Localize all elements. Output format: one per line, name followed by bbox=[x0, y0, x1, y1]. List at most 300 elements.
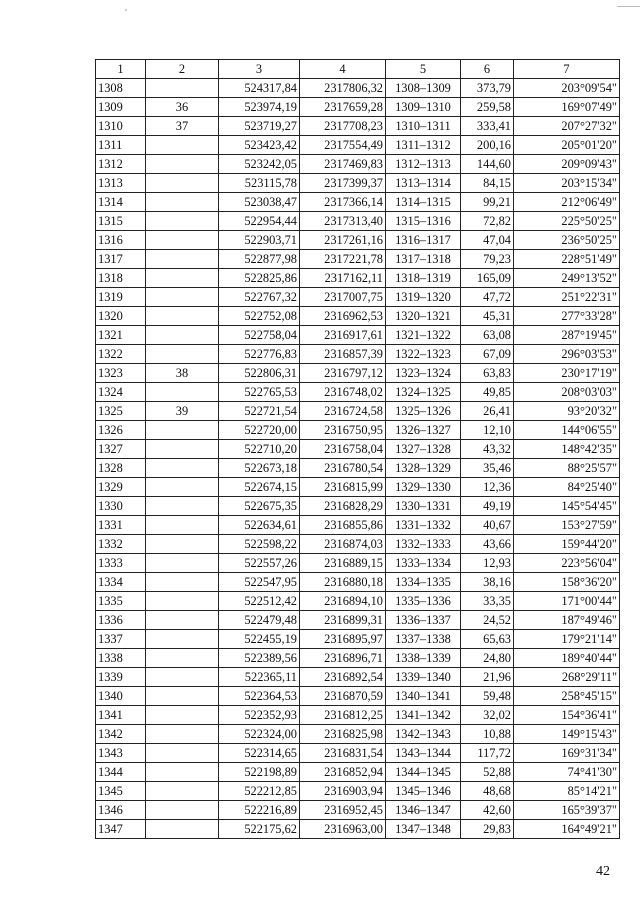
y-coordinate-cell: 2317007,75 bbox=[300, 288, 386, 307]
point-number-cell: 1327 bbox=[96, 440, 146, 459]
table-row bbox=[96, 212, 620, 231]
y-coordinate-cell: 2316828,29 bbox=[300, 497, 386, 516]
x-coordinate-cell: 522455,19 bbox=[219, 630, 300, 649]
x-coordinate-cell: 522720,00 bbox=[219, 421, 300, 440]
point-number-cell: 1324 bbox=[96, 383, 146, 402]
segment-label-cell: 1324–1325 bbox=[386, 383, 461, 402]
y-coordinate-cell: 2317806,32 bbox=[300, 79, 386, 98]
table-row bbox=[96, 459, 620, 478]
y-coordinate-cell: 2316903,94 bbox=[300, 782, 386, 801]
y-coordinate-cell: 2316797,12 bbox=[300, 364, 386, 383]
segment-length-cell: 52,88 bbox=[461, 763, 514, 782]
table-row bbox=[96, 554, 620, 573]
direction-angle-cell: 171°00'44" bbox=[514, 592, 620, 611]
table-row bbox=[96, 364, 620, 383]
segment-label-cell: 1336–1337 bbox=[386, 611, 461, 630]
boundary-number-cell bbox=[146, 763, 219, 782]
point-number-cell: 1342 bbox=[96, 725, 146, 744]
segment-length-cell: 12,10 bbox=[461, 421, 514, 440]
y-coordinate-cell: 2316855,86 bbox=[300, 516, 386, 535]
direction-angle-cell: 209°09'43" bbox=[514, 155, 620, 174]
segment-length-cell: 21,96 bbox=[461, 668, 514, 687]
x-coordinate-cell: 522212,85 bbox=[219, 782, 300, 801]
point-number-cell: 1346 bbox=[96, 801, 146, 820]
direction-angle-cell: 85°14'21" bbox=[514, 782, 620, 801]
point-number-cell: 1316 bbox=[96, 231, 146, 250]
boundary-number-cell bbox=[146, 592, 219, 611]
y-coordinate-cell: 2317221,78 bbox=[300, 250, 386, 269]
boundary-number-cell bbox=[146, 269, 219, 288]
table-row bbox=[96, 288, 620, 307]
table-row bbox=[96, 763, 620, 782]
y-coordinate-cell: 2317708,23 bbox=[300, 117, 386, 136]
y-coordinate-cell: 2316724,58 bbox=[300, 402, 386, 421]
y-coordinate-cell: 2317162,11 bbox=[300, 269, 386, 288]
table-row bbox=[96, 611, 620, 630]
x-coordinate-cell: 522389,56 bbox=[219, 649, 300, 668]
direction-angle-cell: 165°39'37" bbox=[514, 801, 620, 820]
table-row bbox=[96, 725, 620, 744]
segment-label-cell: 1317–1318 bbox=[386, 250, 461, 269]
table-row bbox=[96, 345, 620, 364]
table-row bbox=[96, 440, 620, 459]
direction-angle-cell: 208°03'03" bbox=[514, 383, 620, 402]
scan-speck bbox=[125, 9, 127, 11]
segment-length-cell: 40,67 bbox=[461, 516, 514, 535]
segment-length-cell: 10,88 bbox=[461, 725, 514, 744]
point-number-cell: 1336 bbox=[96, 611, 146, 630]
boundary-number-cell bbox=[146, 288, 219, 307]
segment-length-cell: 29,83 bbox=[461, 820, 514, 839]
table-row bbox=[96, 402, 620, 421]
segment-length-cell: 48,68 bbox=[461, 782, 514, 801]
point-number-cell: 1331 bbox=[96, 516, 146, 535]
segment-label-cell: 1337–1338 bbox=[386, 630, 461, 649]
segment-label-cell: 1319–1320 bbox=[386, 288, 461, 307]
direction-angle-cell: 93°20'32" bbox=[514, 402, 620, 421]
boundary-number-cell bbox=[146, 478, 219, 497]
table-row bbox=[96, 269, 620, 288]
boundary-number-cell: 37 bbox=[146, 117, 219, 136]
y-coordinate-cell: 2316870,59 bbox=[300, 687, 386, 706]
x-coordinate-cell: 522903,71 bbox=[219, 231, 300, 250]
direction-angle-cell: 158°36'20" bbox=[514, 573, 620, 592]
segment-length-cell: 24,52 bbox=[461, 611, 514, 630]
segment-label-cell: 1332–1333 bbox=[386, 535, 461, 554]
direction-angle-cell: 268°29'11" bbox=[514, 668, 620, 687]
point-number-cell: 1325 bbox=[96, 402, 146, 421]
segment-length-cell: 49,19 bbox=[461, 497, 514, 516]
point-number-cell: 1313 bbox=[96, 174, 146, 193]
y-coordinate-cell: 2317261,16 bbox=[300, 231, 386, 250]
segment-label-cell: 1327–1328 bbox=[386, 440, 461, 459]
segment-label-cell: 1312–1313 bbox=[386, 155, 461, 174]
segment-label-cell: 1311–1312 bbox=[386, 136, 461, 155]
table-row bbox=[96, 706, 620, 725]
y-coordinate-cell: 2316825,98 bbox=[300, 725, 386, 744]
segment-label-cell: 1338–1339 bbox=[386, 649, 461, 668]
point-number-cell: 1337 bbox=[96, 630, 146, 649]
x-coordinate-cell: 522352,93 bbox=[219, 706, 300, 725]
boundary-number-cell bbox=[146, 250, 219, 269]
segment-label-cell: 1342–1343 bbox=[386, 725, 461, 744]
column-header: 3 bbox=[219, 60, 300, 79]
table-row bbox=[96, 250, 620, 269]
segment-label-cell: 1329–1330 bbox=[386, 478, 461, 497]
boundary-number-cell bbox=[146, 535, 219, 554]
boundary-number-cell bbox=[146, 231, 219, 250]
segment-length-cell: 33,35 bbox=[461, 592, 514, 611]
direction-angle-cell: 277°33'28" bbox=[514, 307, 620, 326]
table-header-row bbox=[96, 60, 620, 79]
direction-angle-cell: 169°31'34" bbox=[514, 744, 620, 763]
direction-angle-cell: 205°01'20" bbox=[514, 136, 620, 155]
table-row bbox=[96, 649, 620, 668]
direction-angle-cell: 230°17'19" bbox=[514, 364, 620, 383]
boundary-number-cell bbox=[146, 440, 219, 459]
segment-label-cell: 1316–1317 bbox=[386, 231, 461, 250]
point-number-cell: 1340 bbox=[96, 687, 146, 706]
boundary-number-cell bbox=[146, 174, 219, 193]
y-coordinate-cell: 2316750,95 bbox=[300, 421, 386, 440]
segment-length-cell: 117,72 bbox=[461, 744, 514, 763]
segment-label-cell: 1321–1322 bbox=[386, 326, 461, 345]
y-coordinate-cell: 2317469,83 bbox=[300, 155, 386, 174]
boundary-number-cell bbox=[146, 573, 219, 592]
point-number-cell: 1330 bbox=[96, 497, 146, 516]
x-coordinate-cell: 522216,89 bbox=[219, 801, 300, 820]
y-coordinate-cell: 2316892,54 bbox=[300, 668, 386, 687]
point-number-cell: 1308 bbox=[96, 79, 146, 98]
boundary-number-cell bbox=[146, 307, 219, 326]
segment-length-cell: 63,08 bbox=[461, 326, 514, 345]
table-row bbox=[96, 174, 620, 193]
point-number-cell: 1341 bbox=[96, 706, 146, 725]
x-coordinate-cell: 522806,31 bbox=[219, 364, 300, 383]
table-row bbox=[96, 383, 620, 402]
y-coordinate-cell: 2317366,14 bbox=[300, 193, 386, 212]
segment-length-cell: 12,93 bbox=[461, 554, 514, 573]
segment-length-cell: 67,09 bbox=[461, 345, 514, 364]
point-number-cell: 1328 bbox=[96, 459, 146, 478]
point-number-cell: 1334 bbox=[96, 573, 146, 592]
direction-angle-cell: 149°15'43" bbox=[514, 725, 620, 744]
direction-angle-cell: 258°45'15" bbox=[514, 687, 620, 706]
y-coordinate-cell: 2316748,02 bbox=[300, 383, 386, 402]
direction-angle-cell: 296°03'53" bbox=[514, 345, 620, 364]
segment-label-cell: 1315–1316 bbox=[386, 212, 461, 231]
segment-length-cell: 165,09 bbox=[461, 269, 514, 288]
boundary-number-cell bbox=[146, 345, 219, 364]
point-number-cell: 1309 bbox=[96, 98, 146, 117]
y-coordinate-cell: 2317659,28 bbox=[300, 98, 386, 117]
segment-length-cell: 42,60 bbox=[461, 801, 514, 820]
x-coordinate-cell: 522598,22 bbox=[219, 535, 300, 554]
segment-label-cell: 1320–1321 bbox=[386, 307, 461, 326]
boundary-number-cell bbox=[146, 459, 219, 478]
point-number-cell: 1326 bbox=[96, 421, 146, 440]
direction-angle-cell: 203°09'54" bbox=[514, 79, 620, 98]
x-coordinate-cell: 522767,32 bbox=[219, 288, 300, 307]
direction-angle-cell: 159°44'20" bbox=[514, 535, 620, 554]
coordinates-table bbox=[95, 59, 620, 839]
segment-length-cell: 259,58 bbox=[461, 98, 514, 117]
table-row bbox=[96, 117, 620, 136]
point-number-cell: 1315 bbox=[96, 212, 146, 231]
direction-angle-cell: 169°07'49" bbox=[514, 98, 620, 117]
table-row bbox=[96, 326, 620, 345]
x-coordinate-cell: 522324,00 bbox=[219, 725, 300, 744]
x-coordinate-cell: 522547,95 bbox=[219, 573, 300, 592]
point-number-cell: 1329 bbox=[96, 478, 146, 497]
point-number-cell: 1332 bbox=[96, 535, 146, 554]
direction-angle-cell: 287°19'45" bbox=[514, 326, 620, 345]
table-row bbox=[96, 820, 620, 839]
segment-label-cell: 1335–1336 bbox=[386, 592, 461, 611]
table-row bbox=[96, 79, 620, 98]
boundary-number-cell: 38 bbox=[146, 364, 219, 383]
y-coordinate-cell: 2317313,40 bbox=[300, 212, 386, 231]
point-number-cell: 1312 bbox=[96, 155, 146, 174]
table-row bbox=[96, 421, 620, 440]
segment-label-cell: 1345–1346 bbox=[386, 782, 461, 801]
boundary-number-cell bbox=[146, 649, 219, 668]
column-header: 1 bbox=[96, 60, 146, 79]
segment-length-cell: 45,31 bbox=[461, 307, 514, 326]
point-number-cell: 1343 bbox=[96, 744, 146, 763]
x-coordinate-cell: 523974,19 bbox=[219, 98, 300, 117]
x-coordinate-cell: 522198,89 bbox=[219, 763, 300, 782]
x-coordinate-cell: 522710,20 bbox=[219, 440, 300, 459]
segment-length-cell: 72,82 bbox=[461, 212, 514, 231]
segment-label-cell: 1326–1327 bbox=[386, 421, 461, 440]
segment-label-cell: 1346–1347 bbox=[386, 801, 461, 820]
direction-angle-cell: 144°06'55" bbox=[514, 421, 620, 440]
boundary-number-cell bbox=[146, 820, 219, 839]
table-row bbox=[96, 801, 620, 820]
segment-length-cell: 43,32 bbox=[461, 440, 514, 459]
segment-label-cell: 1328–1329 bbox=[386, 459, 461, 478]
segment-label-cell: 1313–1314 bbox=[386, 174, 461, 193]
x-coordinate-cell: 522675,35 bbox=[219, 497, 300, 516]
y-coordinate-cell: 2316812,25 bbox=[300, 706, 386, 725]
segment-label-cell: 1344–1345 bbox=[386, 763, 461, 782]
column-header: 6 bbox=[461, 60, 514, 79]
column-header: 7 bbox=[514, 60, 620, 79]
y-coordinate-cell: 2316962,53 bbox=[300, 307, 386, 326]
segment-length-cell: 144,60 bbox=[461, 155, 514, 174]
point-number-cell: 1323 bbox=[96, 364, 146, 383]
y-coordinate-cell: 2317399,37 bbox=[300, 174, 386, 193]
x-coordinate-cell: 522634,61 bbox=[219, 516, 300, 535]
segment-length-cell: 35,46 bbox=[461, 459, 514, 478]
direction-angle-cell: 236°50'25" bbox=[514, 231, 620, 250]
boundary-number-cell bbox=[146, 744, 219, 763]
column-header: 5 bbox=[386, 60, 461, 79]
point-number-cell: 1311 bbox=[96, 136, 146, 155]
point-number-cell: 1345 bbox=[96, 782, 146, 801]
direction-angle-cell: 189°40'44" bbox=[514, 649, 620, 668]
segment-length-cell: 49,85 bbox=[461, 383, 514, 402]
y-coordinate-cell: 2317554,49 bbox=[300, 136, 386, 155]
table-row bbox=[96, 497, 620, 516]
x-coordinate-cell: 523423,42 bbox=[219, 136, 300, 155]
segment-length-cell: 24,80 bbox=[461, 649, 514, 668]
y-coordinate-cell: 2316874,03 bbox=[300, 535, 386, 554]
segment-length-cell: 38,16 bbox=[461, 573, 514, 592]
x-coordinate-cell: 522954,44 bbox=[219, 212, 300, 231]
y-coordinate-cell: 2316780,54 bbox=[300, 459, 386, 478]
boundary-number-cell bbox=[146, 554, 219, 573]
boundary-number-cell bbox=[146, 155, 219, 174]
direction-angle-cell: 74°41'30" bbox=[514, 763, 620, 782]
table-row bbox=[96, 155, 620, 174]
table-row bbox=[96, 478, 620, 497]
y-coordinate-cell: 2316857,39 bbox=[300, 345, 386, 364]
segment-length-cell: 63,83 bbox=[461, 364, 514, 383]
table-row bbox=[96, 573, 620, 592]
direction-angle-cell: 88°25'57" bbox=[514, 459, 620, 478]
boundary-number-cell: 36 bbox=[146, 98, 219, 117]
column-header: 2 bbox=[146, 60, 219, 79]
segment-length-cell: 43,66 bbox=[461, 535, 514, 554]
x-coordinate-cell: 522721,54 bbox=[219, 402, 300, 421]
boundary-number-cell bbox=[146, 497, 219, 516]
y-coordinate-cell: 2316852,94 bbox=[300, 763, 386, 782]
table-row bbox=[96, 668, 620, 687]
table-row bbox=[96, 231, 620, 250]
table-row bbox=[96, 782, 620, 801]
point-number-cell: 1321 bbox=[96, 326, 146, 345]
direction-angle-cell: 223°56'04" bbox=[514, 554, 620, 573]
point-number-cell: 1310 bbox=[96, 117, 146, 136]
point-number-cell: 1344 bbox=[96, 763, 146, 782]
segment-length-cell: 12,36 bbox=[461, 478, 514, 497]
boundary-number-cell bbox=[146, 421, 219, 440]
boundary-number-cell bbox=[146, 79, 219, 98]
x-coordinate-cell: 522365,11 bbox=[219, 668, 300, 687]
segment-label-cell: 1323–1324 bbox=[386, 364, 461, 383]
table-row bbox=[96, 516, 620, 535]
x-coordinate-cell: 522877,98 bbox=[219, 250, 300, 269]
y-coordinate-cell: 2316815,99 bbox=[300, 478, 386, 497]
segment-label-cell: 1334–1335 bbox=[386, 573, 461, 592]
table-row bbox=[96, 535, 620, 554]
x-coordinate-cell: 522673,18 bbox=[219, 459, 300, 478]
boundary-number-cell bbox=[146, 611, 219, 630]
segment-label-cell: 1314–1315 bbox=[386, 193, 461, 212]
segment-length-cell: 79,23 bbox=[461, 250, 514, 269]
direction-angle-cell: 84°25'40" bbox=[514, 478, 620, 497]
point-number-cell: 1318 bbox=[96, 269, 146, 288]
y-coordinate-cell: 2316896,71 bbox=[300, 649, 386, 668]
point-number-cell: 1335 bbox=[96, 592, 146, 611]
table-row bbox=[96, 193, 620, 212]
boundary-number-cell bbox=[146, 687, 219, 706]
segment-label-cell: 1318–1319 bbox=[386, 269, 461, 288]
boundary-number-cell bbox=[146, 516, 219, 535]
segment-length-cell: 84,15 bbox=[461, 174, 514, 193]
boundary-number-cell bbox=[146, 706, 219, 725]
segment-label-cell: 1339–1340 bbox=[386, 668, 461, 687]
x-coordinate-cell: 522758,04 bbox=[219, 326, 300, 345]
table-row bbox=[96, 744, 620, 763]
direction-angle-cell: 228°51'49" bbox=[514, 250, 620, 269]
segment-length-cell: 47,04 bbox=[461, 231, 514, 250]
segment-label-cell: 1308–1309 bbox=[386, 79, 461, 98]
point-number-cell: 1339 bbox=[96, 668, 146, 687]
y-coordinate-cell: 2316952,45 bbox=[300, 801, 386, 820]
direction-angle-cell: 145°54'45" bbox=[514, 497, 620, 516]
table-row bbox=[96, 307, 620, 326]
boundary-number-cell: 39 bbox=[146, 402, 219, 421]
segment-label-cell: 1340–1341 bbox=[386, 687, 461, 706]
direction-angle-cell: 249°13'52" bbox=[514, 269, 620, 288]
segment-length-cell: 47,72 bbox=[461, 288, 514, 307]
segment-label-cell: 1322–1323 bbox=[386, 345, 461, 364]
boundary-number-cell bbox=[146, 136, 219, 155]
y-coordinate-cell: 2316894,10 bbox=[300, 592, 386, 611]
segment-length-cell: 32,02 bbox=[461, 706, 514, 725]
y-coordinate-cell: 2316917,61 bbox=[300, 326, 386, 345]
y-coordinate-cell: 2316758,04 bbox=[300, 440, 386, 459]
x-coordinate-cell: 523115,78 bbox=[219, 174, 300, 193]
direction-angle-cell: 179°21'14" bbox=[514, 630, 620, 649]
table-row bbox=[96, 630, 620, 649]
coordinates-table-body bbox=[96, 60, 620, 839]
x-coordinate-cell: 522752,08 bbox=[219, 307, 300, 326]
direction-angle-cell: 212°06'49" bbox=[514, 193, 620, 212]
column-header: 4 bbox=[300, 60, 386, 79]
table-row bbox=[96, 592, 620, 611]
segment-length-cell: 99,21 bbox=[461, 193, 514, 212]
segment-label-cell: 1333–1334 bbox=[386, 554, 461, 573]
segment-length-cell: 373,79 bbox=[461, 79, 514, 98]
boundary-number-cell bbox=[146, 801, 219, 820]
x-coordinate-cell: 522776,83 bbox=[219, 345, 300, 364]
boundary-number-cell bbox=[146, 383, 219, 402]
boundary-number-cell bbox=[146, 668, 219, 687]
x-coordinate-cell: 522364,53 bbox=[219, 687, 300, 706]
page-number: 42 bbox=[596, 864, 610, 879]
boundary-number-cell bbox=[146, 725, 219, 744]
x-coordinate-cell: 522825,86 bbox=[219, 269, 300, 288]
y-coordinate-cell: 2316895,97 bbox=[300, 630, 386, 649]
segment-label-cell: 1309–1310 bbox=[386, 98, 461, 117]
direction-angle-cell: 251°22'31" bbox=[514, 288, 620, 307]
point-number-cell: 1317 bbox=[96, 250, 146, 269]
segment-length-cell: 65,63 bbox=[461, 630, 514, 649]
segment-length-cell: 59,48 bbox=[461, 687, 514, 706]
point-number-cell: 1333 bbox=[96, 554, 146, 573]
table-row bbox=[96, 136, 620, 155]
boundary-number-cell bbox=[146, 326, 219, 345]
point-number-cell: 1347 bbox=[96, 820, 146, 839]
x-coordinate-cell: 522557,26 bbox=[219, 554, 300, 573]
x-coordinate-cell: 522765,53 bbox=[219, 383, 300, 402]
page-edge-mark bbox=[617, 6, 640, 7]
x-coordinate-cell: 522674,15 bbox=[219, 478, 300, 497]
boundary-number-cell bbox=[146, 212, 219, 231]
point-number-cell: 1319 bbox=[96, 288, 146, 307]
boundary-number-cell bbox=[146, 782, 219, 801]
segment-label-cell: 1341–1342 bbox=[386, 706, 461, 725]
segment-length-cell: 26,41 bbox=[461, 402, 514, 421]
y-coordinate-cell: 2316889,15 bbox=[300, 554, 386, 573]
boundary-number-cell bbox=[146, 630, 219, 649]
direction-angle-cell: 207°27'32" bbox=[514, 117, 620, 136]
x-coordinate-cell: 522479,48 bbox=[219, 611, 300, 630]
